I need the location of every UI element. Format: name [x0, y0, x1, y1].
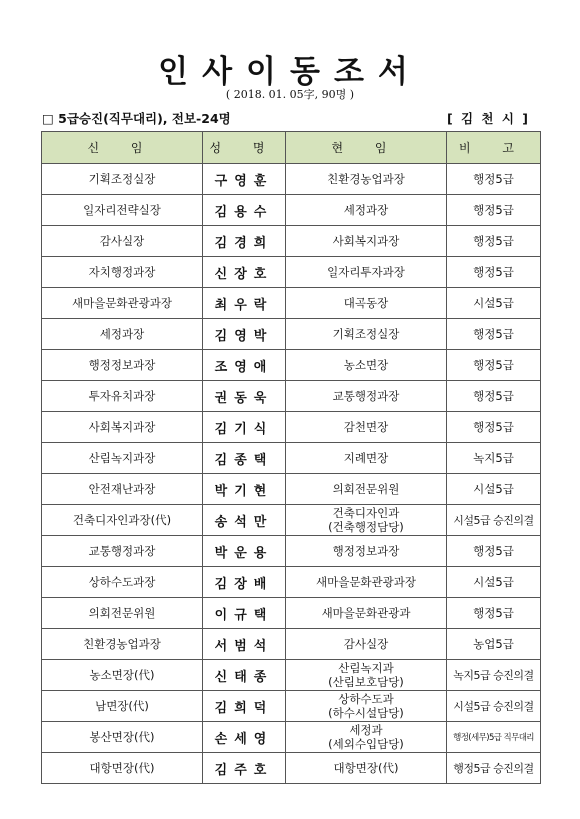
current-position-subline: (세외수입담당) — [328, 737, 404, 751]
new-position-cell: 사회복지과장 — [42, 412, 203, 443]
table-row — [42, 567, 541, 598]
name-cell: 김희덕 — [203, 691, 286, 722]
table-row — [42, 536, 541, 567]
new-position-cell: 의회전문위원 — [42, 598, 203, 629]
table-row — [42, 753, 541, 784]
personnel-table — [41, 131, 541, 784]
note-cell: 행정5급 — [447, 536, 541, 567]
current-position-subline: (하수시설담당) — [328, 706, 404, 720]
current-position-cell — [286, 505, 447, 536]
header-name: 성 명 — [203, 132, 286, 164]
name-cell: 조영애 — [203, 350, 286, 381]
header-new-position: 신 임 — [42, 132, 203, 164]
section-label: □ 5급승진(직무대리), 전보-24명 — [42, 111, 231, 126]
current-position-cell: 지례면장 — [286, 443, 447, 474]
table-row — [42, 195, 541, 226]
table-row — [42, 350, 541, 381]
note-cell: 행정5급 승진의결 — [447, 753, 541, 784]
current-position-cell: 대곡동장 — [286, 288, 447, 319]
name-cell: 김종택 — [203, 443, 286, 474]
current-position-cell: 감천면장 — [286, 412, 447, 443]
current-position-cell: 세정과장 — [286, 195, 447, 226]
current-position-subline: (산림보호담당) — [328, 675, 404, 689]
note-cell: 시설5급 승진의결 — [447, 691, 541, 722]
name-cell: 김주호 — [203, 753, 286, 784]
name-cell: 이규택 — [203, 598, 286, 629]
name-cell: 신장호 — [203, 257, 286, 288]
name-cell: 김용수 — [203, 195, 286, 226]
new-position-cell: 상하수도과장 — [42, 567, 203, 598]
table-row — [42, 381, 541, 412]
name-cell: 박운용 — [203, 536, 286, 567]
table-row — [42, 412, 541, 443]
current-position-cell: 새마을문화관광과장 — [286, 567, 447, 598]
name-cell: 최우락 — [203, 288, 286, 319]
note-cell: 시설5급 승진의결 — [447, 505, 541, 536]
table-row — [42, 505, 541, 536]
table-row — [42, 660, 541, 691]
new-position-cell: 안전재난과장 — [42, 474, 203, 505]
note-cell: 농업5급 — [447, 629, 541, 660]
table-header — [42, 132, 541, 164]
header-note: 비 고 — [447, 132, 541, 164]
name-cell: 김장배 — [203, 567, 286, 598]
current-position-cell: 기획조정실장 — [286, 319, 447, 350]
new-position-cell: 건축디자인과장(代) — [42, 505, 203, 536]
note-cell: 행정5급 — [447, 319, 541, 350]
note-cell: 시설5급 — [447, 474, 541, 505]
current-position-cell — [286, 722, 447, 753]
note-cell: 행정5급 — [447, 598, 541, 629]
current-position-cell — [286, 660, 447, 691]
name-cell: 구영훈 — [203, 164, 286, 195]
note-cell: 시설5급 — [447, 567, 541, 598]
new-position-cell: 일자리전략실장 — [42, 195, 203, 226]
table-row — [42, 288, 541, 319]
current-position-cell: 대항면장(代) — [286, 753, 447, 784]
new-position-cell: 산림녹지과장 — [42, 443, 203, 474]
note-cell: 행정5급 — [447, 412, 541, 443]
current-position-subline: (건축행정담당) — [328, 520, 404, 534]
current-position-cell — [286, 691, 447, 722]
note-cell: 녹지5급 — [447, 443, 541, 474]
current-position-cell: 행정정보과장 — [286, 536, 447, 567]
new-position-cell: 봉산면장(代) — [42, 722, 203, 753]
name-cell: 신태종 — [203, 660, 286, 691]
name-cell: 김경희 — [203, 226, 286, 257]
note-cell: 행정5급 — [447, 350, 541, 381]
new-position-cell: 남면장(代) — [42, 691, 203, 722]
table-row — [42, 443, 541, 474]
current-position-cell: 감사실장 — [286, 629, 447, 660]
new-position-cell: 자치행정과장 — [42, 257, 203, 288]
note-cell: 녹지5급 승진의결 — [447, 660, 541, 691]
current-position-line: 산림녹지과 — [338, 661, 394, 675]
name-cell: 박기현 — [203, 474, 286, 505]
table-row — [42, 598, 541, 629]
new-position-cell: 대항면장(代) — [42, 753, 203, 784]
table-row — [42, 164, 541, 195]
name-cell: 손세영 — [203, 722, 286, 753]
note-cell: 행정5급 — [447, 257, 541, 288]
table-row — [42, 319, 541, 350]
new-position-cell: 감사실장 — [42, 226, 203, 257]
current-position-cell: 의회전문위원 — [286, 474, 447, 505]
new-position-cell: 농소면장(代) — [42, 660, 203, 691]
note-cell: 행정5급 — [447, 381, 541, 412]
current-position-cell: 농소면장 — [286, 350, 447, 381]
name-cell: 김기식 — [203, 412, 286, 443]
table-body — [42, 164, 541, 784]
document-title: 인사이동조서 — [158, 54, 422, 90]
name-cell: 송석만 — [203, 505, 286, 536]
header-current-position: 현 임 — [286, 132, 447, 164]
organization-label: [ 김 천 시 ] — [446, 111, 530, 126]
current-position-cell: 교통행정과장 — [286, 381, 447, 412]
note-cell: 행정5급 — [447, 195, 541, 226]
note-cell: 행정5급 — [447, 164, 541, 195]
name-cell: 권동욱 — [203, 381, 286, 412]
table-row — [42, 257, 541, 288]
note-cell: 시설5급 — [447, 288, 541, 319]
document-subtitle: ( 2018. 01. 05字, 90명 ) — [225, 88, 355, 101]
new-position-cell: 투자유치과장 — [42, 381, 203, 412]
current-position-cell: 새마을문화관광과 — [286, 598, 447, 629]
table-row — [42, 474, 541, 505]
current-position-cell: 친환경농업과장 — [286, 164, 447, 195]
table-row — [42, 722, 541, 753]
table-row — [42, 629, 541, 660]
new-position-cell: 세정과장 — [42, 319, 203, 350]
current-position-cell: 사회복지과장 — [286, 226, 447, 257]
current-position-line: 건축디자인과 — [332, 506, 400, 520]
table-row — [42, 226, 541, 257]
note-cell: 행정(세무)5급 직무대리 — [447, 722, 541, 753]
current-position-cell: 일자리투자과장 — [286, 257, 447, 288]
note-cell: 행정5급 — [447, 226, 541, 257]
new-position-cell: 친환경농업과장 — [42, 629, 203, 660]
new-position-cell: 새마을문화관광과장 — [42, 288, 203, 319]
name-cell: 김영박 — [203, 319, 286, 350]
new-position-cell: 행정정보과장 — [42, 350, 203, 381]
new-position-cell: 교통행정과장 — [42, 536, 203, 567]
table-row — [42, 691, 541, 722]
current-position-line: 상하수도과 — [338, 692, 394, 706]
new-position-cell: 기획조정실장 — [42, 164, 203, 195]
name-cell: 서범석 — [203, 629, 286, 660]
current-position-line: 세정과 — [349, 723, 383, 737]
